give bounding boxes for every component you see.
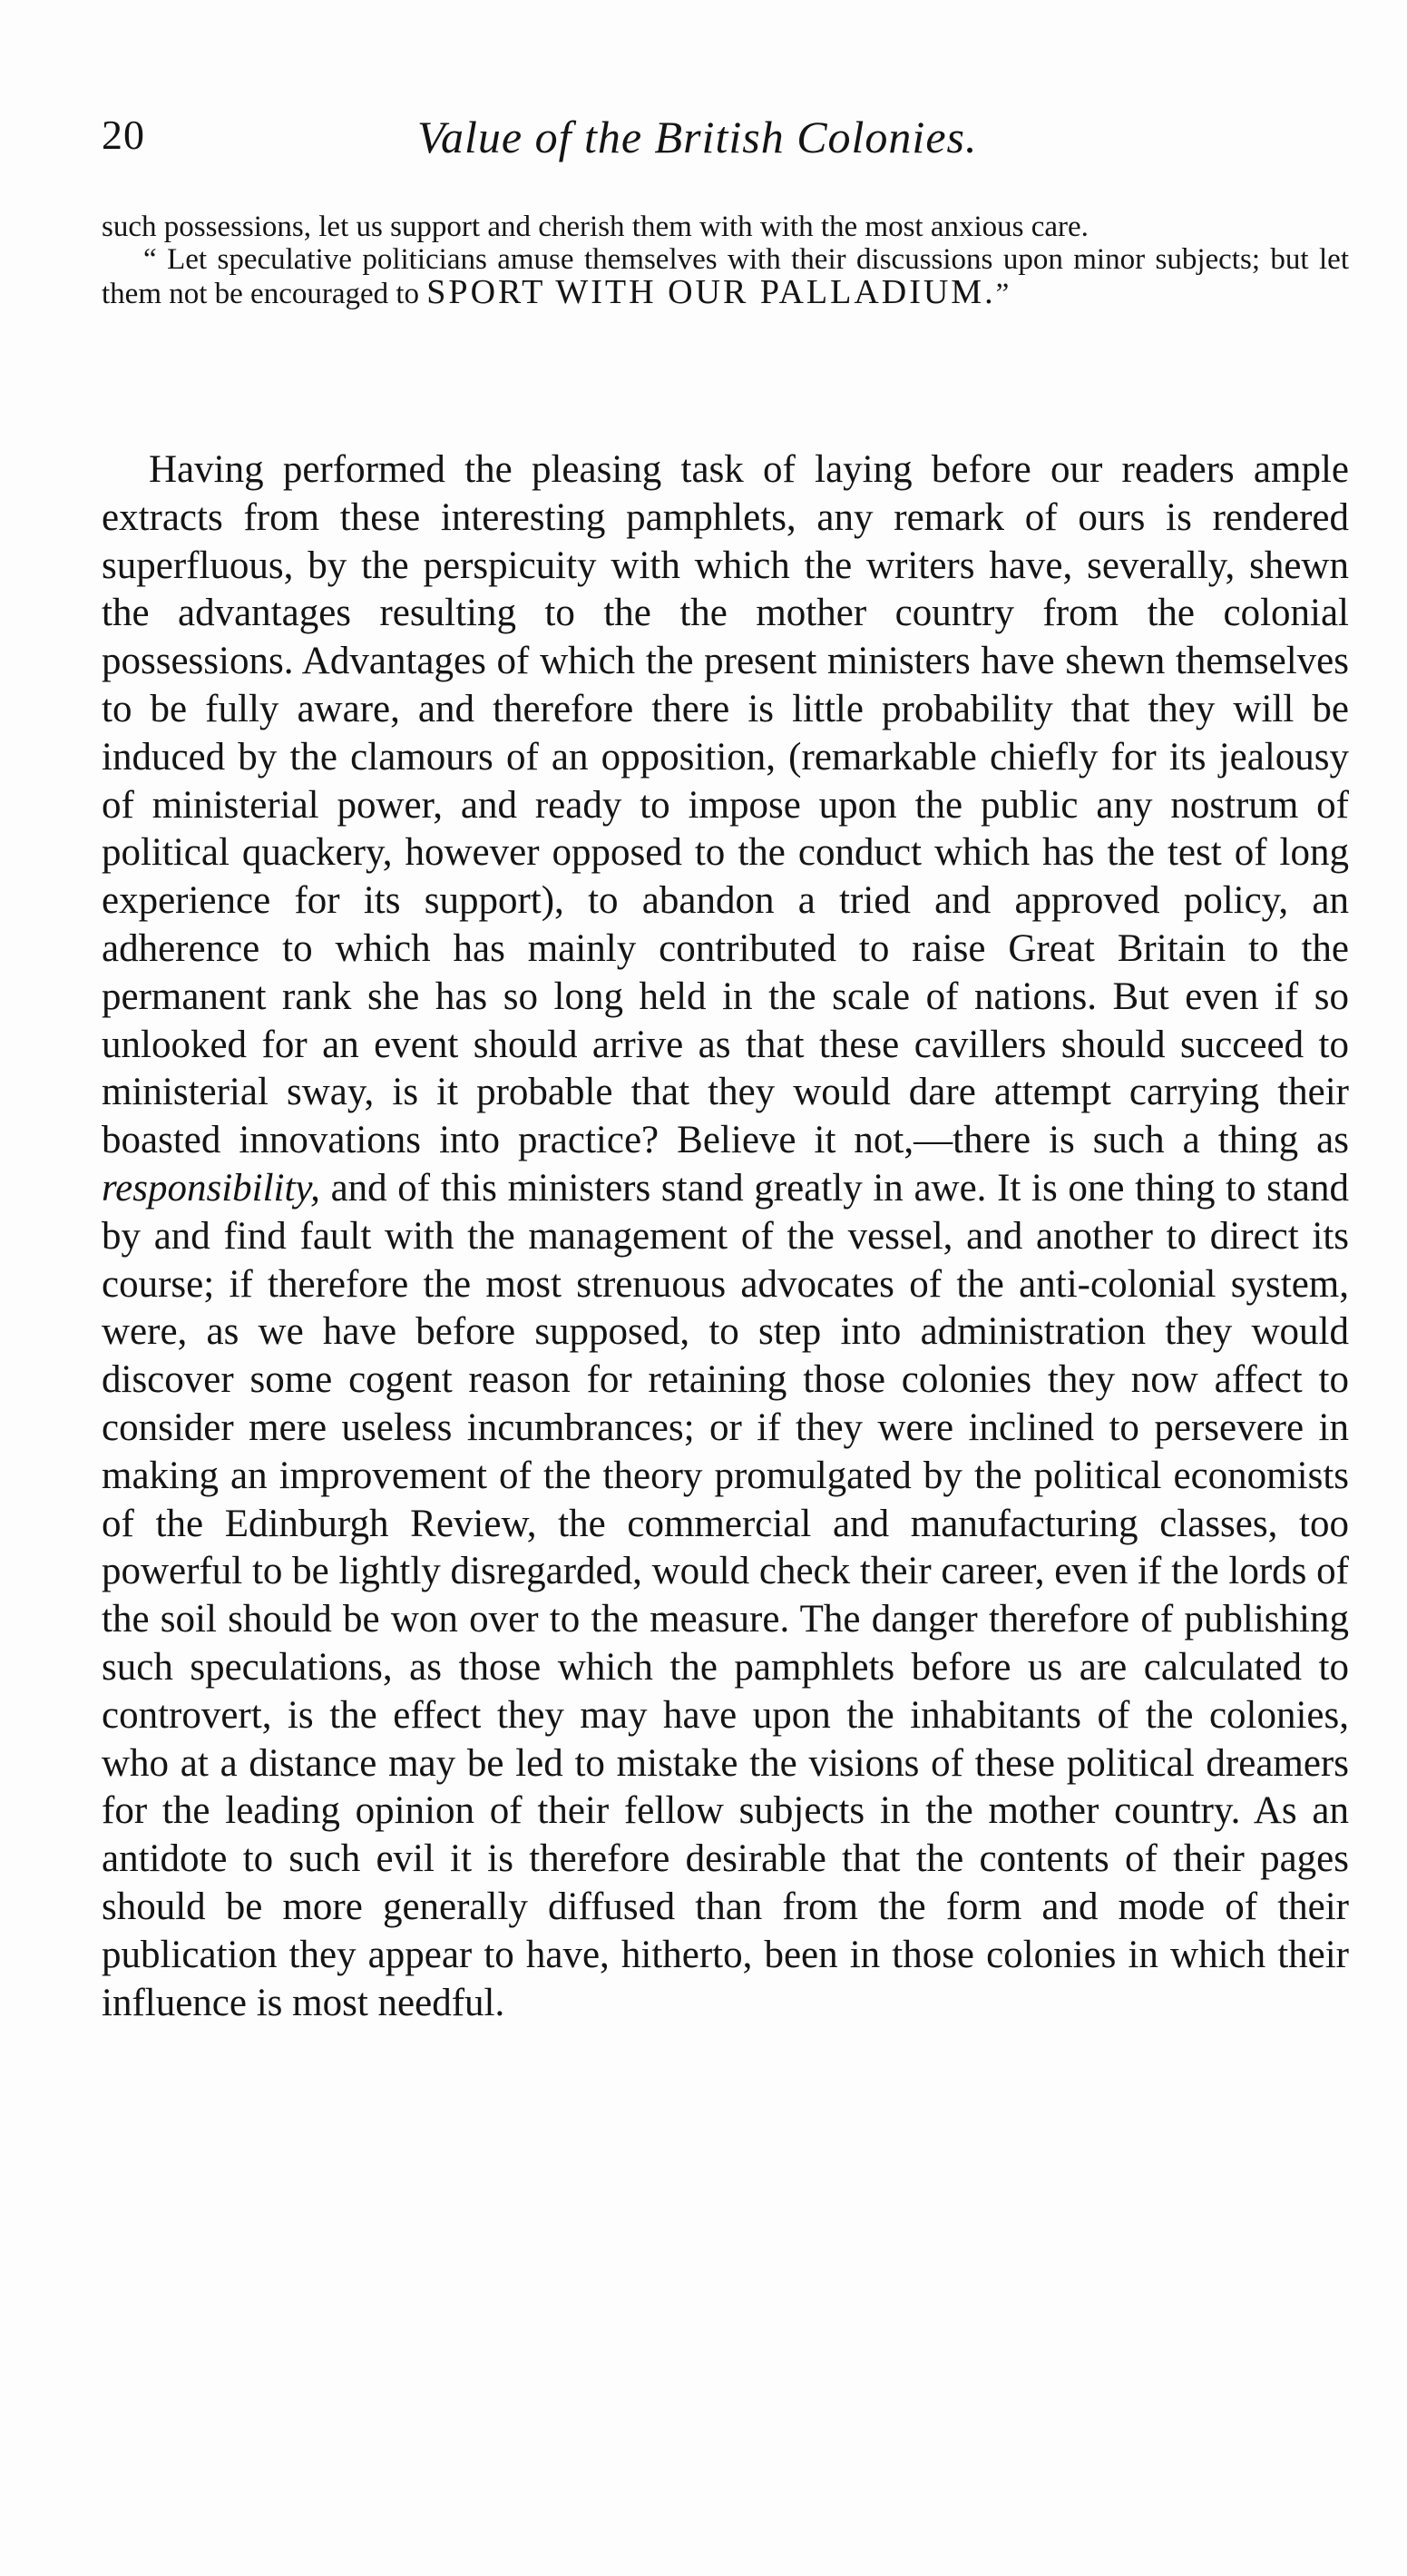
paragraph-body <box>102 446 1349 2027</box>
quote-emphasis-caps: SPORT WITH OUR PALLADIUM. <box>426 273 996 311</box>
running-title: Value of the British Colonies. <box>417 112 978 162</box>
quote-second-paragraph <box>102 243 1349 310</box>
italic-word: responsibility, <box>102 1166 320 1210</box>
paragraph-text-part2: and of this ministers stand greatly in awe. It is one thing to stand by and find fault with the management of the vessel, and another to direct its course; if therefore the most strenuous advocates of the anti-colonial system, were, as we have before supposed, to step into administration they would discover some cogent reason for retaining those colonies they now affect to consider mere useless incumbrances; or if they were inclined to persevere in making an improvement of the theory promulgated by the political economists of the Edinburgh Review, the commercial and manufacturing classes, too powerful to be lightly disregarded, would check their career, even if the lords of the soil should be won over to the measure. The danger therefore of publishing such speculations, as those which the pamphlets before us are calculated to controvert, is the effect they may have upon the inhabitants of the colonies, who at a distance may be led to mistake the visions of these political dreamers for the leading opinion of their fellow subjects in the mother country. As an antidote to such evil it is therefore desirable that the contents of their pages should be more generally diffused than from the form and mode of their publication they appear to have, hitherto, been in those colonies in which their influence is most needful. <box>102 1166 1350 2024</box>
main-paragraph <box>102 446 1349 2027</box>
paragraph-text-part1: Having performed the pleasing task of laying before our readers ample extracts from these interesting pamphlets, any remark of ours is rendered superfluous, by the perspicuity with which the writers have, severally, shewn the advantages resulting to the the mother country from the colonial possessions. Advantages of which the present ministers have shewn themselves to be fully aware, and therefore there is little probability that they will be induced by the clamours of an opposition, (remarkable chiefly for its jealousy of ministerial power, and ready to impose upon the public any nostrum of political quackery, however opposed to the conduct which has the test of long experience for its support), to abandon a tried and approved policy, an adherence to which has mainly contributed to raise Great Britain to the permanent rank she has so long held in the scale of nations. But even if so unlooked for an event should arrive as that these cavillers should succeed to ministerial sway, is it probable that they would dare attempt carrying their boasted innovations into practice? Believe it not,—there is such a thing as <box>102 448 1349 1162</box>
quote-continued-line: such possessions, let us support and cherish them with with the most anxious care. <box>102 211 1089 243</box>
quote-second-text: “ Let speculative politicians amuse themselves with their discussions upon minor subjects; but let them not be encouraged to <box>102 243 1349 310</box>
quote-closing-mark: ” <box>995 278 1010 310</box>
page-number: 20 <box>102 112 145 158</box>
block-quote <box>102 211 1349 310</box>
